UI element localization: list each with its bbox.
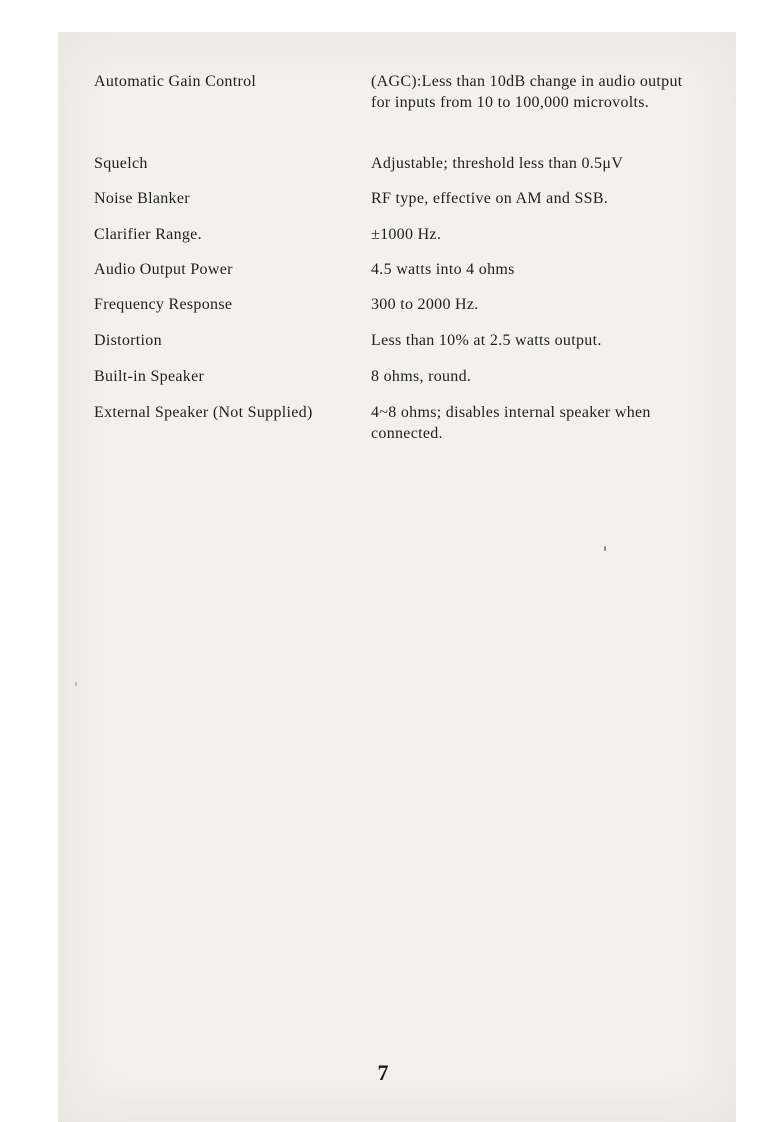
spec-label: Squelch bbox=[94, 155, 148, 172]
paper-speck bbox=[604, 546, 606, 551]
spec-value: RF type, effective on AM and SSB. bbox=[371, 190, 609, 207]
spec-label: Automatic Gain Control bbox=[94, 73, 257, 90]
spec-label: Frequency Response bbox=[94, 296, 233, 313]
spec-label: Clarifier Range. bbox=[94, 226, 202, 243]
spec-label: Audio Output Power bbox=[94, 261, 233, 278]
spec-label: External Speaker (Not Supplied) bbox=[94, 404, 313, 421]
spec-value: (AGC):Less than 10dB change in audio output for inputs from 10 to 100,000 microvolts. bbox=[371, 73, 683, 111]
spec-label: Built-in Speaker bbox=[94, 368, 205, 385]
spec-value: 8 ohms, round. bbox=[371, 368, 472, 385]
spec-value: 4.5 watts into 4 ohms bbox=[371, 261, 515, 278]
spec-label: Distortion bbox=[94, 332, 162, 349]
paper-speck bbox=[75, 682, 77, 686]
spec-value: 4~8 ohms; disables internal speaker when connected. bbox=[371, 404, 651, 442]
manual-page bbox=[58, 32, 736, 1122]
spec-label: Noise Blanker bbox=[94, 190, 190, 207]
spec-value: ±1000 Hz. bbox=[371, 226, 442, 243]
spec-value: Less than 10% at 2.5 watts output. bbox=[371, 332, 602, 349]
spec-value: Adjustable; threshold less than 0.5μV bbox=[371, 155, 624, 172]
page-number: 7 bbox=[377, 1060, 389, 1085]
spec-value: 300 to 2000 Hz. bbox=[371, 296, 479, 313]
